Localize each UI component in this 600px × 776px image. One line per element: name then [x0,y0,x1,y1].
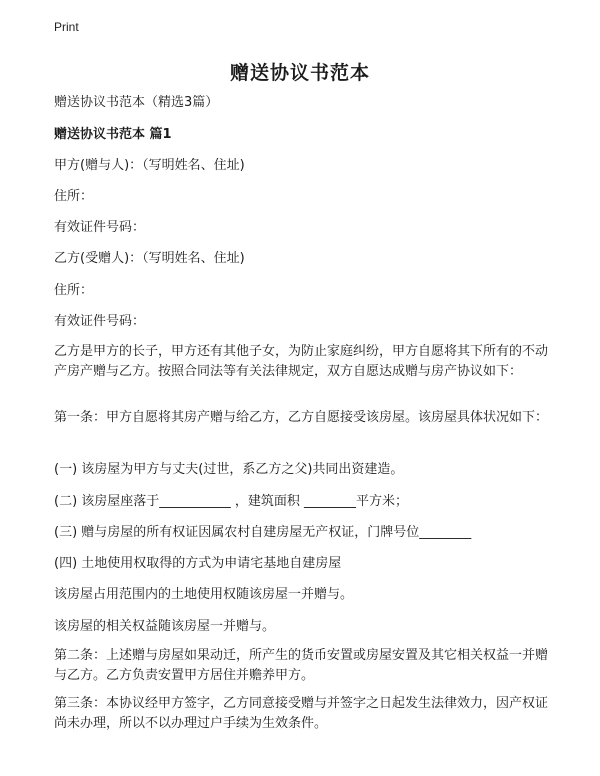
document-title: 赠送协议书范本 [229,62,370,84]
item-4-line: (四) 土地使用权取得的方式为申请宅基地自建房屋 [54,556,342,571]
article-1-paragraph: 第一条：甲方自愿将其房产赠与给乙方，乙方自愿接受该房屋。该房屋具体状况如下： [54,410,549,425]
party-b-id-field: 有效证件号码： [54,314,146,329]
article-3-paragraph: 第三条：本协议经甲方签字，乙方同意接受赠与并签字之日起发生法律效力，因产权证尚未办理，所以不以办理过户手续为生效条件。 [54,696,549,731]
party-a-address-field: 住所： [54,189,94,204]
print-label: Print [54,20,79,34]
item-1-line: (一) 该房屋为甲方与丈夫(过世，系乙方之父)共同出资建造。 [54,462,404,477]
article-2-paragraph: 第二条：上述赠与房屋如果动迁，所产生的货币安置或房屋安置及其它相关权益一并赠与乙方。乙方负责安置甲方居住并赡养甲方。 [54,648,549,683]
item-2-line: (二) 该房屋座落于___________ ，建筑面积 ________平方米； [54,494,409,509]
party-b-address-field: 住所： [54,283,94,298]
rights-paragraph: 该房屋的相关权益随该房屋一并赠与。 [54,619,276,634]
land-paragraph: 该房屋占用范围内的土地使用权随该房屋一并赠与。 [54,587,354,602]
preamble-paragraph: 乙方是甲方的长子，甲方还有其他子女，为防止家庭纠纷，甲方自愿将其下所有的不动产房产赠与乙方。按照合同法等有关法律规定，双方自愿达成赠与房产协议如下： [54,344,549,379]
section-heading: 赠送协议书范本 篇1 [54,127,172,142]
intro-line: 赠送协议书范本（精选3篇） [54,95,219,110]
party-b-field: 乙方(受赠人)：（写明姓名、住址) [54,251,245,266]
party-a-field: 甲方(赠与人)：（写明姓名、住址) [54,158,245,173]
party-a-id-field: 有效证件号码： [54,220,146,235]
item-3-line: (三) 赠与房屋的所有权证因属农村自建房屋无产权证，门牌号位________ [54,525,472,540]
